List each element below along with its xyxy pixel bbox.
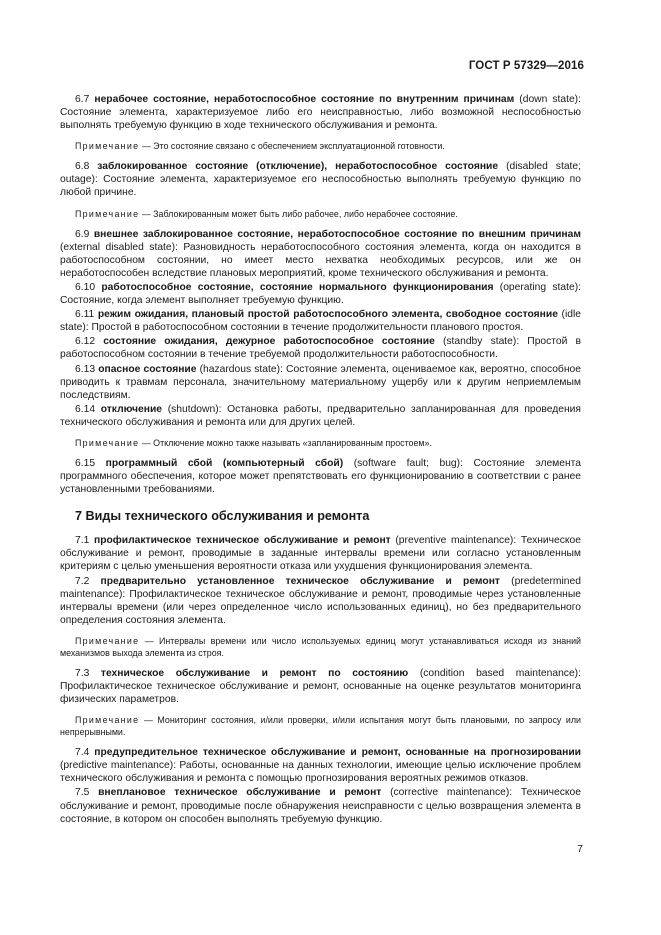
term-title: предварительно установленное техническое обслуживание и ремонт	[100, 575, 500, 587]
term-number: 6.9	[75, 228, 90, 240]
term-body: (predetermined maintenance): Профилактическое техническое обслуживание и ремонт, проводимые через установленные интервалы времени (или через определенное число использованных единиц), но без предварительного определения состояния элемента.	[60, 575, 581, 626]
term-body: (predictive maintenance): Работы, основанные на данных технологии, имеющие целью исключение проблем технического обслуживания и ремонта с помощью прогнозирования вероятных режимов отказов.	[60, 760, 581, 785]
note-text: — Заблокированным может быть либо рабочее, либо нерабочее состояние.	[139, 208, 458, 219]
term-definition	[60, 746, 581, 785]
term-title: нерабочее состояние, неработоспособное состояние по внутренним причинам	[94, 94, 515, 105]
term-definition	[60, 667, 581, 706]
term-body: (hazardous state): Состояние элемента, оцениваемое как, вероятно, способное приводить к травмам персонала, значительному материальному ущербу или к другим неприемлемым последствиям.	[60, 363, 581, 401]
term-number: 7.4	[75, 747, 90, 759]
term-body: (corrective maintenance): Техническое обслуживание и ремонт, проводимые после обнаружения неисправности с целью возвращения элемента в состояние, в котором он способен выполнять требуемую функцию.	[60, 787, 581, 825]
term-body: (software fault; bug): Состояние элемента программного обеспечения, которое может препятствовать его функционированию в соответствии с ранее установленными требованиями.	[60, 457, 581, 496]
term-body: (external disabled state): Разновидность неработоспособного состояния элемента, когда он находится в работоспособном состоянии, но имеет место нехватка необходимых ресурсов, или же он неработоспособен вследствие плановых мероприятий, кроме технического обслуживания и ремонта.	[60, 241, 581, 279]
note-text: — Это состояние связано с обеспечением эксплуатационной готовности.	[139, 141, 445, 152]
term-number: 6.7	[75, 94, 90, 105]
note-label: Примечание	[75, 141, 140, 152]
term-title: внеплановое техническое обслуживание и ремонт	[98, 787, 382, 799]
page-number: 7	[577, 843, 583, 855]
term-number: 6.8	[75, 161, 90, 173]
term-definition	[60, 786, 581, 825]
note-label: Примечание	[75, 208, 140, 219]
term-number: 7.5	[75, 787, 90, 799]
document-header: ГОСТ Р 57329—2016	[468, 60, 584, 72]
term-definition	[60, 534, 581, 573]
note-text: — Отключение можно также называть «запланированным простоем».	[139, 437, 432, 448]
term-definition	[60, 575, 581, 627]
term-number: 6.15	[75, 457, 96, 469]
term-body: (condition based maintenance): Профилактическое техническое обслуживание и ремонт, основанные на оценке результатов мониторинга физических параметров.	[60, 667, 581, 706]
term-body: (shutdown): Остановка работы, предварительно запланированная для проведения технического обслуживания и ремонта или для других целей.	[60, 403, 581, 428]
term-number: 7.2	[75, 575, 90, 587]
term-definition	[60, 228, 581, 280]
term-number: 6.14	[75, 403, 96, 415]
term-title: отключение	[100, 403, 163, 415]
note-text: — Интервалы времени или число используемых единиц могут устанавливаться исходя из знаний механизмов выхода элемента из строя.	[60, 635, 581, 658]
note-label: Примечание	[75, 715, 140, 726]
term-body: (idle state): Простой в работоспособном состоянии в течение продолжительности планового простоя.	[60, 309, 581, 334]
term-number: 6.12	[75, 336, 96, 348]
section-heading: 7 Виды технического обслуживания и ремонта	[75, 509, 370, 524]
note-label: Примечание	[75, 635, 140, 646]
term-definition	[60, 403, 581, 429]
term-definition	[60, 281, 581, 307]
term-definition	[60, 363, 581, 402]
term-title: программный сбой (компьютерный сбой)	[105, 457, 344, 469]
term-title: состояние ожидания, дежурное работоспособное состояние	[103, 336, 435, 348]
term-definition	[60, 308, 581, 334]
term-title: внешнее заблокированное состояние, неработоспособное состояние по внешним причинам	[93, 228, 581, 240]
term-title: опасное состояние	[98, 363, 197, 375]
term-definition	[60, 335, 581, 361]
note-label: Примечание	[75, 437, 140, 448]
term-title: работоспособное состояние, состояние нормального функционирования	[101, 281, 494, 293]
note-text: — Мониторинг состояния, и/или проверки, и/или испытания могут быть плановыми, по запросу или непрерывными.	[60, 715, 581, 738]
term-title: профилактическое техническое обслуживание и ремонт	[94, 535, 391, 547]
term-number: 7.3	[75, 667, 90, 679]
term-body: (operating state): Состояние, когда элемент выполняет требуемую функцию.	[60, 281, 582, 307]
note	[60, 208, 581, 220]
term-definition	[60, 93, 581, 132]
term-number: 6.13	[75, 363, 96, 375]
term-title: техническое обслуживание и ремонт по состоянию	[100, 667, 409, 679]
term-body: (standby state): Простой в работоспособном состоянии в течение требуемой продолжительности работоспособности.	[60, 336, 581, 361]
document-body	[60, 93, 581, 826]
note	[60, 635, 581, 659]
term-title: предупредительное техническое обслуживание и ремонт, основанные на прогнозировании	[94, 747, 581, 759]
term-body: (down state): Состояние элемента, характеризуемое либо его неисправностью, либо возможной неспособностью выполнять требуемую функцию в ходе технического обслуживания и ремонта.	[60, 94, 581, 132]
note	[60, 714, 581, 738]
term-number: 6.10	[75, 281, 96, 293]
term-number: 7.1	[75, 535, 90, 547]
term-body: (disabled state; outage): Состояние элемента, характеризуемое его неспособностью выполнять требуемую функцию по любой причине.	[60, 161, 581, 199]
term-definition	[60, 457, 581, 496]
term-definition	[60, 160, 581, 199]
term-number: 6.11	[75, 309, 95, 321]
note	[60, 140, 581, 152]
term-title: режим ожидания, плановый простой работоспособного элемента, свободное состояние	[97, 309, 558, 321]
term-body: (preventive maintenance): Техническое обслуживание и ремонт, проводимые в заданные интервалы времени или согласно установленным критериям с целью уменьшения вероятности отказа или ухудшения функционирования элемента.	[60, 535, 581, 573]
term-title: заблокированное состояние (отключение), неработоспособное состояние	[97, 161, 499, 173]
note	[60, 437, 581, 449]
